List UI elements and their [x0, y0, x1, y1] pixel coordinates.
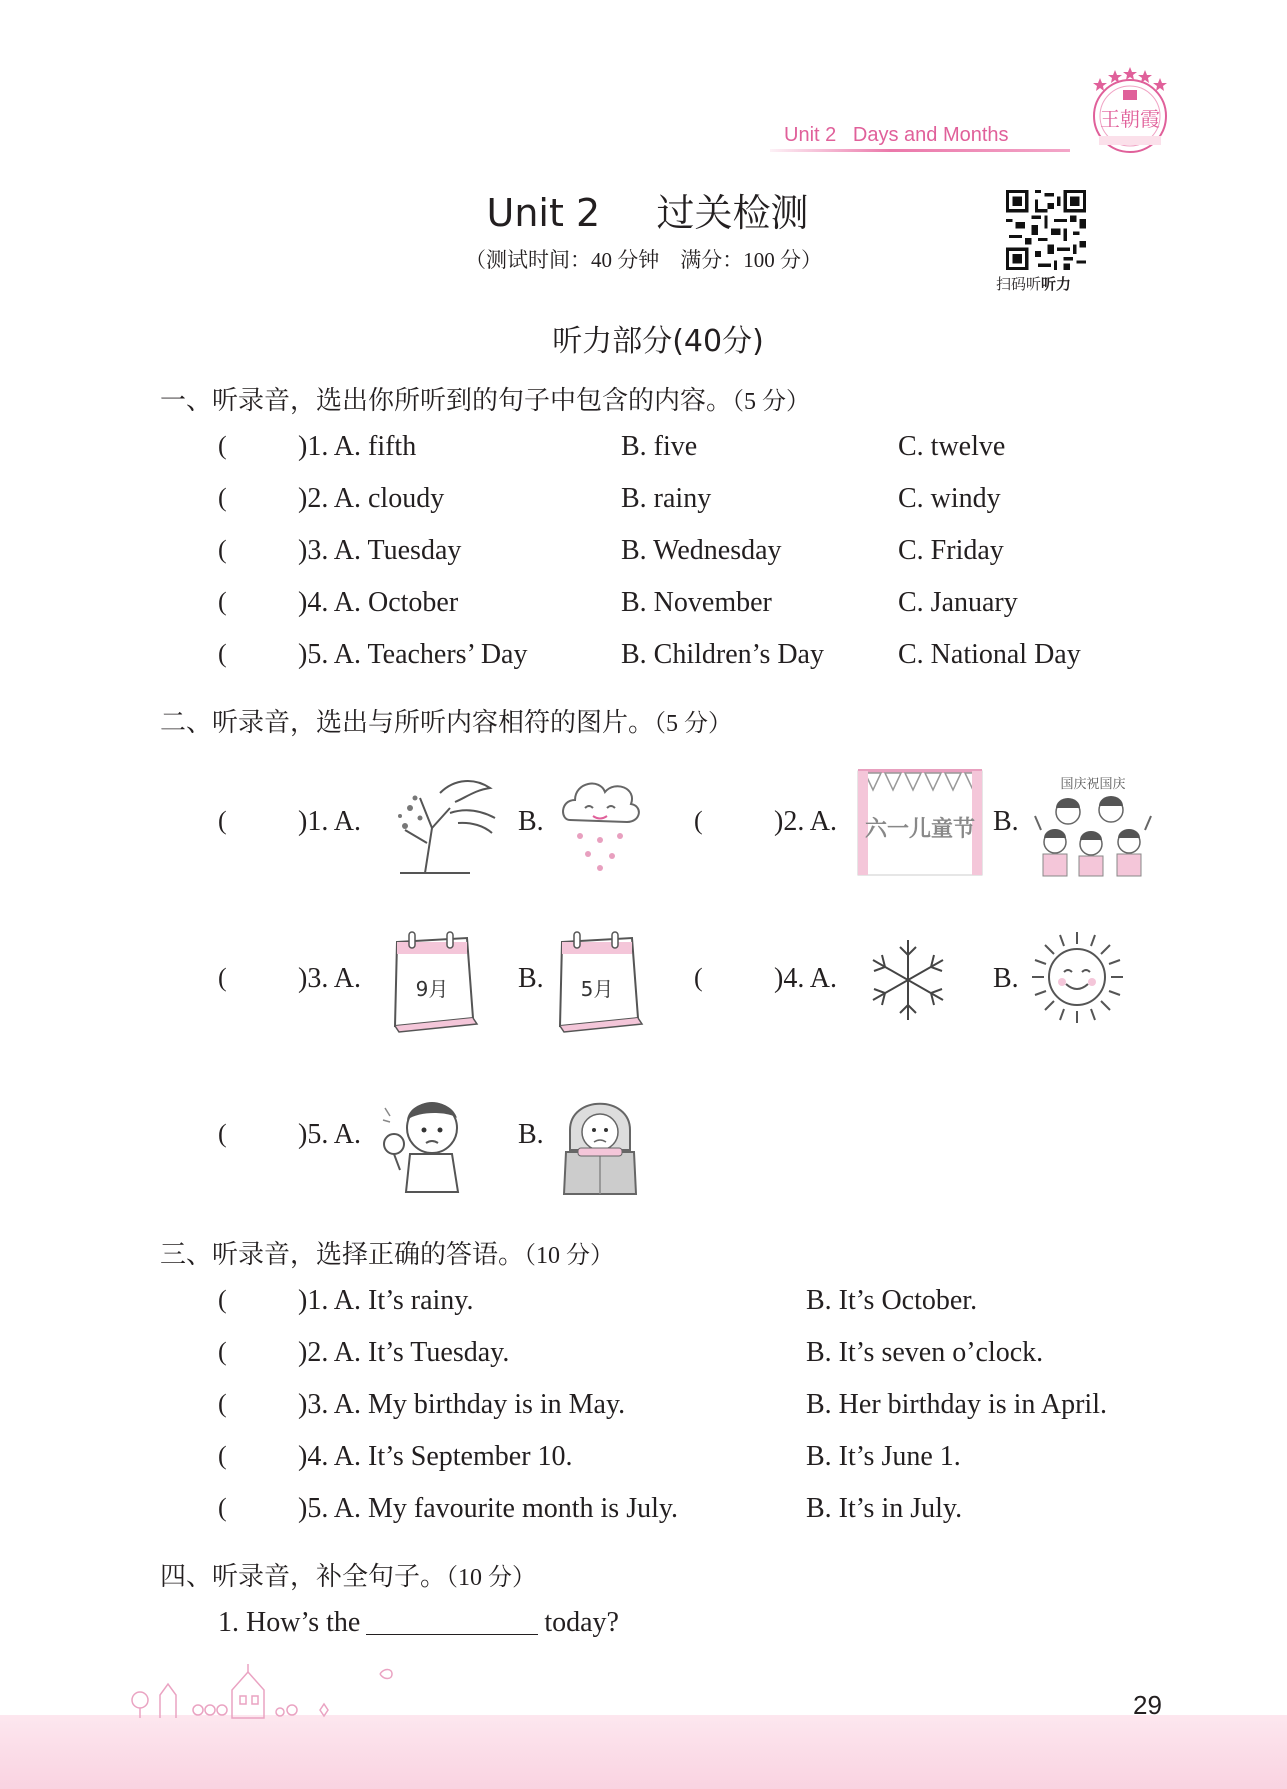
- section-1-heading: [160, 380, 810, 417]
- title-unit: Unit 2: [486, 191, 601, 235]
- banner-text: 六一儿童节: [864, 817, 976, 842]
- snowflake-icon: [858, 935, 958, 1025]
- q1-option-b: B. five: [621, 431, 698, 462]
- pic-q2-label-a: )2. A.: [774, 806, 837, 837]
- reply-q2-option-b: B. It’s seven o’clock.: [806, 1337, 1044, 1368]
- section-heading-text: 二、听录音，选出与所听内容相符的图片。: [160, 708, 655, 738]
- page-title: [0, 182, 1287, 237]
- answer-paren[interactable]: (: [218, 1441, 227, 1470]
- reply-q5-option-a: )5. A. My favourite month is July.: [298, 1493, 679, 1524]
- q1-option-c: C. twelve: [898, 431, 1006, 462]
- q5-option-c: C. National Day: [898, 639, 1081, 670]
- logo-text: 王朝霞: [1100, 107, 1160, 131]
- sentence-before: 1. How’s the: [218, 1607, 361, 1638]
- answer-paren[interactable]: (: [218, 806, 227, 835]
- castle-decoration-icon: [120, 1660, 420, 1720]
- calendar-text: 5月: [580, 977, 614, 1001]
- rain-cloud-icon: [555, 770, 645, 875]
- header-topic: Days and Months: [852, 124, 1009, 146]
- pic-q4-label-b: B.: [993, 963, 1019, 994]
- childrens-day-banner-icon: [855, 768, 985, 878]
- pic-q2-label-b: B.: [993, 806, 1019, 837]
- answer-paren[interactable]: (: [218, 1337, 227, 1366]
- section-points: （5 分）: [732, 389, 811, 415]
- q3-option-b: B. Wednesday: [621, 535, 782, 566]
- reply-q1-option-a: )1. A. It’s rainy.: [298, 1285, 474, 1316]
- section-heading-text: 一、听录音，选出你所听到的句子中包含的内容。: [160, 386, 733, 416]
- part-title: 听力部分(40分): [552, 324, 764, 359]
- qr-label: [996, 273, 1071, 294]
- calendar-may-icon: [550, 930, 645, 1035]
- answer-blank[interactable]: [366, 1634, 538, 1635]
- section-heading-text: 三、听录音，选择正确的答语。: [160, 1240, 525, 1270]
- sun-icon: [1030, 930, 1125, 1025]
- cold-child-icon: [560, 1090, 640, 1195]
- pic-q4-label-a: )4. A.: [774, 963, 837, 994]
- answer-paren[interactable]: (: [218, 963, 227, 992]
- section-points: （10 分）: [446, 1565, 537, 1591]
- answer-paren[interactable]: (: [218, 483, 227, 512]
- q2-option-c: C. windy: [898, 483, 1001, 514]
- q3-option-c: C. Friday: [898, 535, 1004, 566]
- q4-option-a: )4. A. October: [298, 587, 459, 618]
- reply-q4-option-b: B. It’s June 1.: [806, 1441, 961, 1472]
- answer-paren[interactable]: (: [218, 639, 227, 668]
- qr-label-bold: 听力: [1041, 275, 1072, 293]
- calendar-text: 9月: [415, 977, 449, 1001]
- q1-option-a: )1. A. fifth: [298, 431, 417, 462]
- footer-band: [0, 1715, 1287, 1789]
- q2-option-b: B. rainy: [621, 483, 712, 514]
- section-points: （5 分）: [654, 711, 733, 737]
- q4-option-c: C. January: [898, 587, 1018, 618]
- calendar-september-icon: [385, 930, 480, 1035]
- fill-sentence-1: [218, 1607, 619, 1639]
- pic-q3-label-a: )3. A.: [298, 963, 361, 994]
- q2-option-a: )2. A. cloudy: [298, 483, 445, 514]
- pic-q1-label-b: B.: [518, 806, 544, 837]
- section-heading-text: 四、听录音，补全句子。: [160, 1562, 447, 1592]
- q5-option-a: )5. A. Teachers’ Day: [298, 639, 528, 670]
- reply-q3-option-a: )3. A. My birthday is in May.: [298, 1389, 626, 1420]
- answer-paren[interactable]: (: [218, 1119, 227, 1148]
- answer-paren[interactable]: (: [694, 806, 703, 835]
- header-underline: [770, 149, 1070, 152]
- answer-paren[interactable]: (: [218, 1285, 227, 1314]
- answer-paren[interactable]: (: [218, 587, 227, 616]
- reply-q3-option-b: B. Her birthday is in April.: [806, 1389, 1107, 1420]
- section-points: （10 分）: [524, 1243, 615, 1269]
- pic-q5-label-b: B.: [518, 1119, 544, 1150]
- header-unit: Unit 2: [784, 124, 837, 146]
- title-name: 过关检测: [656, 191, 809, 235]
- sentence-after: today?: [544, 1607, 619, 1638]
- windy-tree-icon: [380, 768, 500, 878]
- reply-q1-option-b: B. It’s October.: [806, 1285, 978, 1316]
- q4-option-b: B. November: [621, 587, 772, 618]
- reply-q2-option-a: )2. A. It’s Tuesday.: [298, 1337, 510, 1368]
- pic-q5-label-a: )5. A.: [298, 1119, 361, 1150]
- publisher-logo-icon: [1075, 64, 1185, 154]
- q5-option-b: B. Children’s Day: [621, 639, 824, 670]
- qr-label-pre: 扫码听: [996, 275, 1042, 293]
- answer-paren[interactable]: (: [218, 535, 227, 564]
- q3-option-a: )3. A. Tuesday: [298, 535, 462, 566]
- reply-q4-option-a: )4. A. It’s September 10.: [298, 1441, 573, 1472]
- test-info: （测试时间：40 分钟 满分：100 分）: [465, 248, 822, 272]
- qr-code-icon: [1006, 190, 1086, 270]
- answer-paren[interactable]: (: [218, 1493, 227, 1522]
- section-3-heading: [160, 1234, 614, 1271]
- pic-q3-label-b: B.: [518, 963, 544, 994]
- answer-paren[interactable]: (: [218, 1389, 227, 1418]
- kids-banner-text: 国庆祝国庆: [1060, 777, 1126, 792]
- section-4-heading: [160, 1556, 536, 1593]
- national-day-kids-icon: [1033, 770, 1153, 880]
- hot-boy-icon: [380, 1088, 470, 1193]
- reply-q5-option-b: B. It’s in July.: [806, 1493, 963, 1524]
- pic-q1-label-a: )1. A.: [298, 806, 361, 837]
- answer-paren[interactable]: (: [218, 431, 227, 460]
- section-2-heading: [160, 702, 732, 739]
- answer-paren[interactable]: (: [694, 963, 703, 992]
- page-number: 29: [1133, 1690, 1162, 1720]
- running-header: [784, 124, 1009, 147]
